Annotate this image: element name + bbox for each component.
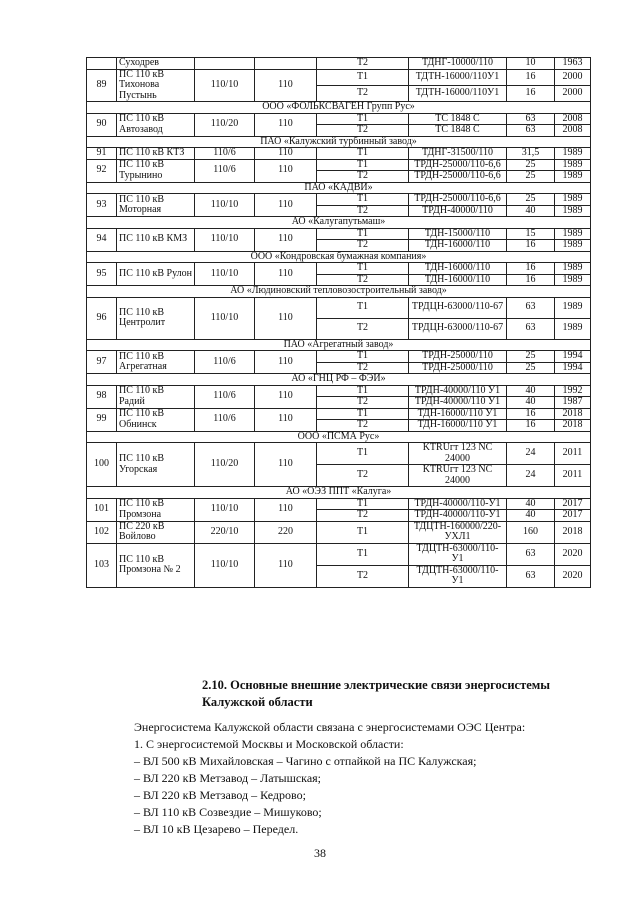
- commission-year: 2017: [555, 510, 591, 522]
- transformer-power: 63: [507, 543, 555, 565]
- commission-year: 1989: [555, 318, 591, 339]
- body-line: Энергосистема Калужской области связана с энергосистемами ОЭС Центра:: [134, 720, 526, 734]
- voltage-high: 110: [255, 498, 317, 521]
- organization-row: [87, 217, 591, 229]
- transformer-type: ТС 1848 С: [409, 113, 507, 125]
- transformer-id: Т1: [317, 443, 409, 465]
- voltage-high: 110: [255, 69, 317, 102]
- table-row: [87, 498, 591, 510]
- transformer-id: Т1: [317, 159, 409, 171]
- organization-row: [87, 374, 591, 386]
- organization-name: АО «ОЭЗ ППТ «Калуга»: [87, 487, 591, 499]
- transformer-power: 63: [507, 297, 555, 318]
- transformer-power: 40: [507, 510, 555, 522]
- organization-row: [87, 431, 591, 443]
- substation-name: ПС 110 кВ КТЗ: [117, 148, 195, 160]
- transformer-id: Т2: [317, 397, 409, 409]
- transformer-id: Т1: [317, 351, 409, 363]
- substation-name: ПС 110 кВ Моторная: [117, 194, 195, 217]
- substation-name: ПС 110 кВ Обнинск: [117, 408, 195, 431]
- row-number: 90: [87, 113, 117, 136]
- substation-name: ПС 110 кВ Угорская: [117, 443, 195, 487]
- transformer-type: ТРДН-40000/110: [409, 205, 507, 217]
- transformer-id: Т1: [317, 263, 409, 275]
- section-heading: 2.10. Основные внешние электрические связи энергосистемы Калужской области: [202, 678, 551, 709]
- organization-row: [87, 286, 591, 298]
- voltage-high: 110: [255, 113, 317, 136]
- transformer-id: Т2: [317, 465, 409, 487]
- substation-name: ПС 110 кВ Рулон: [117, 263, 195, 286]
- organization-name: ПАО «Калужский турбинный завод»: [87, 136, 591, 148]
- organization-row: [87, 487, 591, 499]
- section-body: [134, 719, 604, 838]
- transformer-power: 63: [507, 113, 555, 125]
- voltage-class: 110/10: [195, 69, 255, 102]
- substation-name: ПС 220 кВ Войлово: [117, 521, 195, 543]
- commission-year: 2018: [555, 420, 591, 432]
- organization-name: АО «Людиновский тепловозостроительный завод»: [87, 286, 591, 298]
- voltage-high: 110: [255, 228, 317, 251]
- transformer-type: ТДН-15000/110: [409, 228, 507, 240]
- transformer-power: 25: [507, 159, 555, 171]
- organization-row: [87, 251, 591, 263]
- voltage-class: 110/6: [195, 385, 255, 408]
- transformer-id: Т2: [317, 420, 409, 432]
- transformer-type: ТРДН-25000/110: [409, 351, 507, 363]
- voltage-class: 110/20: [195, 113, 255, 136]
- table-row: [87, 159, 591, 171]
- commission-year: 2020: [555, 543, 591, 565]
- transformer-type: ТРДН-40000/110-У1: [409, 498, 507, 510]
- row-number: 95: [87, 263, 117, 286]
- transformer-power: 16: [507, 420, 555, 432]
- transformer-type: ТРДЦН-63000/110-67: [409, 297, 507, 318]
- commission-year: 1989: [555, 228, 591, 240]
- substation-name: ПС 110 кВ Турынино: [117, 159, 195, 182]
- row-number: 96: [87, 297, 117, 339]
- substation-name: ПС 110 кВ Тихонова Пустынь: [117, 69, 195, 102]
- commission-year: 1994: [555, 362, 591, 374]
- voltage-high: [255, 58, 317, 70]
- row-number: 100: [87, 443, 117, 487]
- transformer-type: KTRUгт 123 NC 24000: [409, 443, 507, 465]
- transformer-type: ТДЦТН-63000/110-У1: [409, 565, 507, 587]
- transformer-id: Т1: [317, 385, 409, 397]
- transformer-power: 40: [507, 205, 555, 217]
- transformer-type: ТДН-16000/110 У1: [409, 420, 507, 432]
- voltage-high: 220: [255, 521, 317, 543]
- row-number: 102: [87, 521, 117, 543]
- row-number: 91: [87, 148, 117, 160]
- table-row: [87, 263, 591, 275]
- voltage-class: 110/6: [195, 351, 255, 374]
- transformer-power: 40: [507, 498, 555, 510]
- transformer-type: ТДЦТН-160000/220-УХЛ1: [409, 521, 507, 543]
- table-row: [87, 69, 591, 85]
- transformer-power: 40: [507, 397, 555, 409]
- transformer-power: 25: [507, 362, 555, 374]
- organization-row: [87, 339, 591, 351]
- substation-name: ПС 110 кВ Автозавод: [117, 113, 195, 136]
- commission-year: 2008: [555, 113, 591, 125]
- commission-year: 1987: [555, 397, 591, 409]
- commission-year: 1989: [555, 159, 591, 171]
- commission-year: 1989: [555, 240, 591, 252]
- voltage-class: 110/10: [195, 297, 255, 339]
- table-row: [87, 113, 591, 125]
- table-row: [87, 194, 591, 206]
- transformer-type: ТС 1848 С: [409, 125, 507, 137]
- commission-year: 2020: [555, 565, 591, 587]
- organization-name: ПАО «КАДВИ»: [87, 182, 591, 194]
- row-number: [87, 58, 117, 70]
- commission-year: 2018: [555, 521, 591, 543]
- transformer-power: 40: [507, 385, 555, 397]
- transformer-power: 16: [507, 69, 555, 85]
- transformer-power: 25: [507, 194, 555, 206]
- organization-name: ООО «ПСМА Рус»: [87, 431, 591, 443]
- transformer-type: ТРДН-25000/110-6,6: [409, 171, 507, 183]
- commission-year: 1963: [555, 58, 591, 70]
- row-number: 103: [87, 543, 117, 587]
- transformer-id: Т1: [317, 498, 409, 510]
- row-number: 93: [87, 194, 117, 217]
- commission-year: 2018: [555, 408, 591, 420]
- transformer-id: Т1: [317, 297, 409, 318]
- transformer-type: ТДНГ-10000/110: [409, 58, 507, 70]
- transformer-id: Т1: [317, 408, 409, 420]
- transformer-id: Т1: [317, 194, 409, 206]
- transformer-power: 24: [507, 465, 555, 487]
- organization-row: [87, 136, 591, 148]
- organization-name: АО «Калугапутьмаш»: [87, 217, 591, 229]
- transformer-type: ТРДЦН-63000/110-67: [409, 318, 507, 339]
- row-number: 99: [87, 408, 117, 431]
- transformer-id: Т1: [317, 148, 409, 160]
- transformer-power: 63: [507, 318, 555, 339]
- transformer-power: 63: [507, 565, 555, 587]
- voltage-class: 220/10: [195, 521, 255, 543]
- commission-year: 1989: [555, 274, 591, 286]
- transformer-id: Т2: [317, 362, 409, 374]
- transformer-power: 31,5: [507, 148, 555, 160]
- voltage-high: 110: [255, 297, 317, 339]
- organization-name: ООО «Кондровская бумажная компания»: [87, 251, 591, 263]
- voltage-high: 110: [255, 385, 317, 408]
- commission-year: 2000: [555, 69, 591, 85]
- commission-year: 1989: [555, 171, 591, 183]
- commission-year: 2011: [555, 465, 591, 487]
- organization-row: [87, 182, 591, 194]
- commission-year: 2017: [555, 498, 591, 510]
- commission-year: 1989: [555, 194, 591, 206]
- transformer-id: Т1: [317, 113, 409, 125]
- transformer-type: ТРДН-25000/110: [409, 362, 507, 374]
- transformer-id: Т1: [317, 69, 409, 85]
- transformer-type: ТРДН-25000/110-6,6: [409, 194, 507, 206]
- commission-year: 2011: [555, 443, 591, 465]
- voltage-class: 110/10: [195, 263, 255, 286]
- voltage-high: 110: [255, 159, 317, 182]
- body-line: – ВЛ 220 кВ Метзавод – Латышская;: [134, 771, 322, 786]
- transformer-power: 63: [507, 125, 555, 137]
- commission-year: 1992: [555, 385, 591, 397]
- transformer-power: 25: [507, 351, 555, 363]
- table-row: [87, 58, 591, 70]
- transformer-id: Т1: [317, 228, 409, 240]
- body-line: – ВЛ 220 кВ Метзавод – Кедрово;: [134, 788, 306, 803]
- row-number: 97: [87, 351, 117, 374]
- transformer-type: ТДЦТН-63000/110-У1: [409, 543, 507, 565]
- commission-year: 1989: [555, 148, 591, 160]
- table-row: [87, 521, 591, 543]
- body-line: – ВЛ 500 кВ Михайловская – Чагино с отпайкой на ПС Калужская;: [134, 754, 477, 769]
- transformer-type: ТДТН-16000/110У1: [409, 69, 507, 85]
- transformer-type: ТРДН-40000/110-У1: [409, 510, 507, 522]
- voltage-class: 110/10: [195, 194, 255, 217]
- row-number: 89: [87, 69, 117, 102]
- transformer-id: Т2: [317, 565, 409, 587]
- commission-year: 1989: [555, 297, 591, 318]
- transformer-type: ТДН-16000/110: [409, 274, 507, 286]
- substation-name: ПС 110 кВ Агрегатная: [117, 351, 195, 374]
- row-number: 92: [87, 159, 117, 182]
- table-row: [87, 385, 591, 397]
- transformer-power: 10: [507, 58, 555, 70]
- transformer-type: ТДН-16000/110: [409, 263, 507, 275]
- voltage-class: 110/10: [195, 543, 255, 587]
- transformer-type: ТДН-16000/110: [409, 240, 507, 252]
- voltage-class: 110/6: [195, 408, 255, 431]
- commission-year: 2000: [555, 85, 591, 101]
- commission-year: 1994: [555, 351, 591, 363]
- transformer-id: Т2: [317, 510, 409, 522]
- commission-year: 1989: [555, 205, 591, 217]
- substation-name: ПС 110 кВ Промзона: [117, 498, 195, 521]
- substation-name: ПС 110 кВ Центролит: [117, 297, 195, 339]
- table-row: [87, 148, 591, 160]
- substation-table: [86, 57, 591, 588]
- transformer-id: Т2: [317, 274, 409, 286]
- row-number: 94: [87, 228, 117, 251]
- substation-name: Суходрев: [117, 58, 195, 70]
- voltage-class: 110/6: [195, 148, 255, 160]
- voltage-high: 110: [255, 408, 317, 431]
- substation-name: ПС 110 кВ Радий: [117, 385, 195, 408]
- transformer-type: ТДТН-16000/110У1: [409, 85, 507, 101]
- transformer-type: ТДН-16000/110 У1: [409, 408, 507, 420]
- voltage-high: 110: [255, 351, 317, 374]
- transformer-power: 24: [507, 443, 555, 465]
- substation-name: ПС 110 кВ Промзона № 2: [117, 543, 195, 587]
- transformer-id: Т2: [317, 240, 409, 252]
- transformer-power: 16: [507, 240, 555, 252]
- body-line: 1. С энергосистемой Москвы и Московской области:: [134, 737, 404, 752]
- transformer-power: 160: [507, 521, 555, 543]
- table-row: [87, 297, 591, 318]
- transformer-id: Т2: [317, 58, 409, 70]
- organization-name: ООО «ФОЛЬКСВАГЕН Групп Рус»: [87, 102, 591, 114]
- table-row: [87, 351, 591, 363]
- voltage-high: 110: [255, 443, 317, 487]
- body-line: – ВЛ 10 кВ Цезарево – Передел.: [134, 822, 299, 837]
- transformer-id: Т2: [317, 125, 409, 137]
- table-body: [87, 58, 591, 588]
- transformer-id: Т1: [317, 521, 409, 543]
- transformer-power: 25: [507, 171, 555, 183]
- page-number: 38: [314, 846, 326, 860]
- transformer-power: 16: [507, 408, 555, 420]
- table-row: [87, 408, 591, 420]
- voltage-high: 110: [255, 263, 317, 286]
- commission-year: 1989: [555, 263, 591, 275]
- table-row: [87, 543, 591, 565]
- voltage-class: [195, 58, 255, 70]
- voltage-class: 110/20: [195, 443, 255, 487]
- voltage-high: 110: [255, 194, 317, 217]
- transformer-id: Т2: [317, 171, 409, 183]
- transformer-id: Т2: [317, 318, 409, 339]
- voltage-high: 110: [255, 148, 317, 160]
- table-row: [87, 228, 591, 240]
- transformer-power: 15: [507, 228, 555, 240]
- transformer-type: ТРДН-25000/110-6,6: [409, 159, 507, 171]
- transformer-type: ТРДН-40000/110 У1: [409, 397, 507, 409]
- transformer-id: Т1: [317, 543, 409, 565]
- transformer-type: ТДНГ-31500/110: [409, 148, 507, 160]
- voltage-class: 110/6: [195, 159, 255, 182]
- transformer-power: 16: [507, 263, 555, 275]
- voltage-high: 110: [255, 543, 317, 587]
- transformer-type: ТРДН-40000/110 У1: [409, 385, 507, 397]
- organization-name: АО «ГНЦ РФ – ФЭИ»: [87, 374, 591, 386]
- transformer-id: Т2: [317, 85, 409, 101]
- organization-row: [87, 102, 591, 114]
- table-row: [87, 443, 591, 465]
- body-line: – ВЛ 110 кВ Созвездие – Мишуково;: [134, 805, 322, 820]
- commission-year: 2008: [555, 125, 591, 137]
- row-number: 98: [87, 385, 117, 408]
- row-number: 101: [87, 498, 117, 521]
- transformer-type: KTRUгт 123 NC 24000: [409, 465, 507, 487]
- transformer-id: Т2: [317, 205, 409, 217]
- substation-name: ПС 110 кВ КМЗ: [117, 228, 195, 251]
- transformer-power: 16: [507, 274, 555, 286]
- voltage-class: 110/10: [195, 228, 255, 251]
- organization-name: ПАО «Агрегатный завод»: [87, 339, 591, 351]
- transformer-power: 16: [507, 85, 555, 101]
- voltage-class: 110/10: [195, 498, 255, 521]
